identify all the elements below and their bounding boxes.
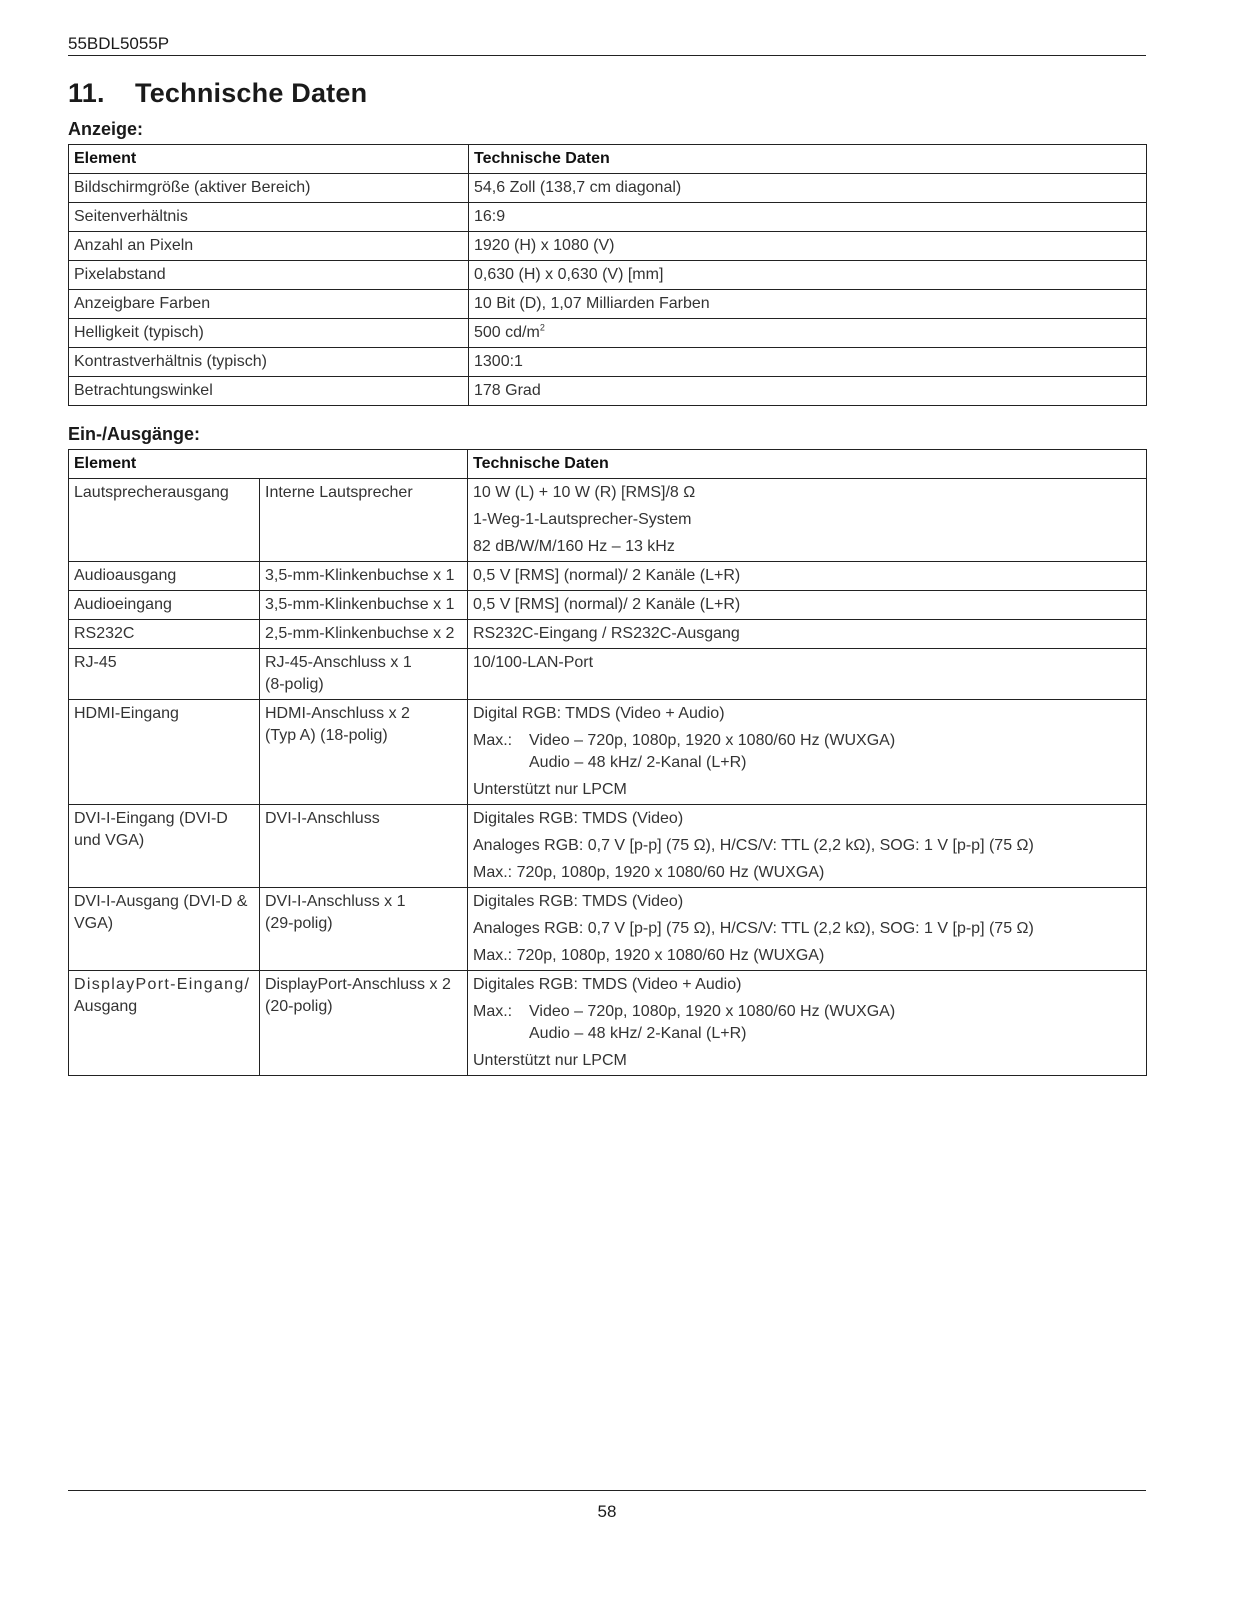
max-label: Max.: — [473, 1003, 513, 1020]
table-row — [69, 290, 1147, 319]
connector-line: HDMI-Anschluss x 2 — [265, 705, 410, 722]
connector-line: (20-polig) — [265, 998, 333, 1015]
element-line: DVI-I-Eingang (DVI-D — [74, 810, 228, 827]
value-line: Max.: 720p, 1080p, 1920 x 1080/60 Hz (WUXGA) — [473, 864, 825, 881]
row-value: 178 Grad — [469, 377, 1147, 406]
connector-line: (29-polig) — [265, 915, 333, 932]
table-row — [69, 261, 1147, 290]
row-value: 16:9 — [469, 203, 1147, 232]
table-row — [69, 348, 1147, 377]
table-row — [69, 649, 1147, 700]
row-element: Anzeigbare Farben — [69, 290, 469, 319]
table-header-row — [69, 450, 1147, 479]
row-element: Pixelabstand — [69, 261, 469, 290]
row-element: HDMI-Eingang — [69, 700, 260, 805]
table-row — [69, 174, 1147, 203]
row-value: 10 Bit (D), 1,07 Milliarden Farben — [469, 290, 1147, 319]
connector-line: RJ-45-Anschluss x 1 — [265, 654, 412, 671]
row-connector — [260, 888, 468, 971]
row-element: Seitenverhältnis — [69, 203, 469, 232]
row-connector: Interne Lautsprecher — [260, 479, 468, 562]
row-element: Audioeingang — [69, 591, 260, 620]
value-line: 82 dB/W/M/160 Hz – 13 kHz — [473, 538, 675, 555]
chapter-title-text: Technische Daten — [135, 78, 368, 108]
value-line: Digitales RGB: TMDS (Video) — [473, 893, 684, 910]
row-element: RS232C — [69, 620, 260, 649]
table-header-row — [69, 145, 1147, 174]
row-value: 54,6 Zoll (138,7 cm diagonal) — [469, 174, 1147, 203]
element-line: DVI-I-Ausgang (DVI-D & — [74, 893, 248, 910]
row-value: 10/100-LAN-Port — [468, 649, 1147, 700]
max-line: Video – 720p, 1080p, 1920 x 1080/60 Hz (WUXGA) — [529, 1003, 896, 1020]
row-value — [468, 805, 1147, 888]
element-line: DisplayPort-Eingang/ — [74, 976, 251, 993]
display-spec-table — [68, 144, 1147, 406]
max-label: Max.: — [473, 732, 513, 749]
row-value: 0,5 V [RMS] (normal)/ 2 Kanäle (L+R) — [468, 591, 1147, 620]
table-row — [69, 888, 1147, 971]
table-row — [69, 805, 1147, 888]
column-header-specs: Technische Daten — [468, 450, 1147, 479]
page-header — [68, 34, 1146, 56]
row-element: Bildschirmgröße (aktiver Bereich) — [69, 174, 469, 203]
row-element: Lautsprecherausgang — [69, 479, 260, 562]
row-element: Audioausgang — [69, 562, 260, 591]
max-block — [473, 1001, 1141, 1045]
section-title-display: Anzeige: — [68, 119, 144, 139]
column-header-element: Element — [69, 145, 469, 174]
table-row — [69, 971, 1147, 1076]
max-line: Audio – 48 kHz/ 2-Kanal (L+R) — [529, 754, 747, 771]
connector-line: DVI-I-Anschluss x 1 — [265, 893, 406, 910]
row-value: 1300:1 — [469, 348, 1147, 377]
model-name: 55BDL5055P — [68, 34, 170, 53]
row-value — [468, 971, 1147, 1076]
row-element: Anzahl an Pixeln — [69, 232, 469, 261]
row-element: Kontrastverhältnis (typisch) — [69, 348, 469, 377]
page-number: 58 — [597, 1502, 617, 1521]
connector-line: (8-polig) — [265, 676, 324, 693]
row-value: RS232C-Eingang / RS232C-Ausgang — [468, 620, 1147, 649]
row-value: 0,5 V [RMS] (normal)/ 2 Kanäle (L+R) — [468, 562, 1147, 591]
row-connector: 3,5-mm-Klinkenbuchse x 1 — [260, 591, 468, 620]
row-element: RJ-45 — [69, 649, 260, 700]
io-spec-table — [68, 449, 1147, 1076]
row-element: Betrachtungswinkel — [69, 377, 469, 406]
chapter-title — [68, 76, 367, 110]
row-connector — [260, 971, 468, 1076]
row-connector: 3,5-mm-Klinkenbuchse x 1 — [260, 562, 468, 591]
table-row — [69, 479, 1147, 562]
row-value — [469, 319, 1147, 348]
value-line: Analoges RGB: 0,7 V [p-p] (75 Ω), H/CS/V: TTL (2,2 kΩ), SOG: 1 V [p-p] (75 Ω) — [473, 837, 1034, 854]
row-element — [69, 888, 260, 971]
row-element: Helligkeit (typisch) — [69, 319, 469, 348]
row-connector — [260, 700, 468, 805]
value-line: Digitales RGB: TMDS (Video + Audio) — [473, 976, 742, 993]
table-row — [69, 203, 1147, 232]
value-line: Digital RGB: TMDS (Video + Audio) — [473, 705, 725, 722]
brightness-value: 500 cd/m — [474, 324, 540, 341]
row-element — [69, 971, 260, 1076]
table-row — [69, 700, 1147, 805]
row-value: 1920 (H) x 1080 (V) — [469, 232, 1147, 261]
element-line: und VGA) — [74, 832, 145, 849]
element-line: VGA) — [74, 915, 114, 932]
max-block — [473, 730, 1141, 774]
table-row — [69, 377, 1147, 406]
table-row — [69, 562, 1147, 591]
value-line: Unterstützt nur LPCM — [473, 1052, 627, 1069]
value-line: Max.: 720p, 1080p, 1920 x 1080/60 Hz (WUXGA) — [473, 947, 825, 964]
row-connector: DVI-I-Anschluss — [260, 805, 468, 888]
row-connector: 2,5-mm-Klinkenbuchse x 2 — [260, 620, 468, 649]
element-line: Ausgang — [74, 998, 138, 1015]
column-header-specs: Technische Daten — [469, 145, 1147, 174]
table-row — [69, 591, 1147, 620]
row-connector — [260, 649, 468, 700]
row-element — [69, 805, 260, 888]
connector-line: DisplayPort-Anschluss x 2 — [265, 976, 451, 993]
value-line: 10 W (L) + 10 W (R) [RMS]/8 Ω — [473, 484, 696, 501]
chapter-number: 11. — [68, 78, 105, 108]
section-title-io: Ein-/Ausgänge: — [68, 424, 201, 444]
table-row — [69, 620, 1147, 649]
value-line: 1-Weg-1-Lautsprecher-System — [473, 511, 692, 528]
value-line: Unterstützt nur LPCM — [473, 781, 627, 798]
row-value — [468, 700, 1147, 805]
column-header-element: Element — [69, 450, 468, 479]
table-row — [69, 232, 1147, 261]
row-value — [468, 888, 1147, 971]
value-line: Analoges RGB: 0,7 V [p-p] (75 Ω), H/CS/V: TTL (2,2 kΩ), SOG: 1 V [p-p] (75 Ω) — [473, 920, 1034, 937]
row-value — [468, 479, 1147, 562]
max-line: Audio – 48 kHz/ 2-Kanal (L+R) — [529, 1025, 747, 1042]
row-value: 0,630 (H) x 0,630 (V) [mm] — [469, 261, 1147, 290]
page-footer — [68, 1490, 1146, 1522]
connector-line: (Typ A) (18-polig) — [265, 727, 388, 744]
table-row — [69, 319, 1147, 348]
superscript: 2 — [539, 322, 545, 333]
value-line: Digitales RGB: TMDS (Video) — [473, 810, 684, 827]
max-line: Video – 720p, 1080p, 1920 x 1080/60 Hz (WUXGA) — [529, 732, 896, 749]
